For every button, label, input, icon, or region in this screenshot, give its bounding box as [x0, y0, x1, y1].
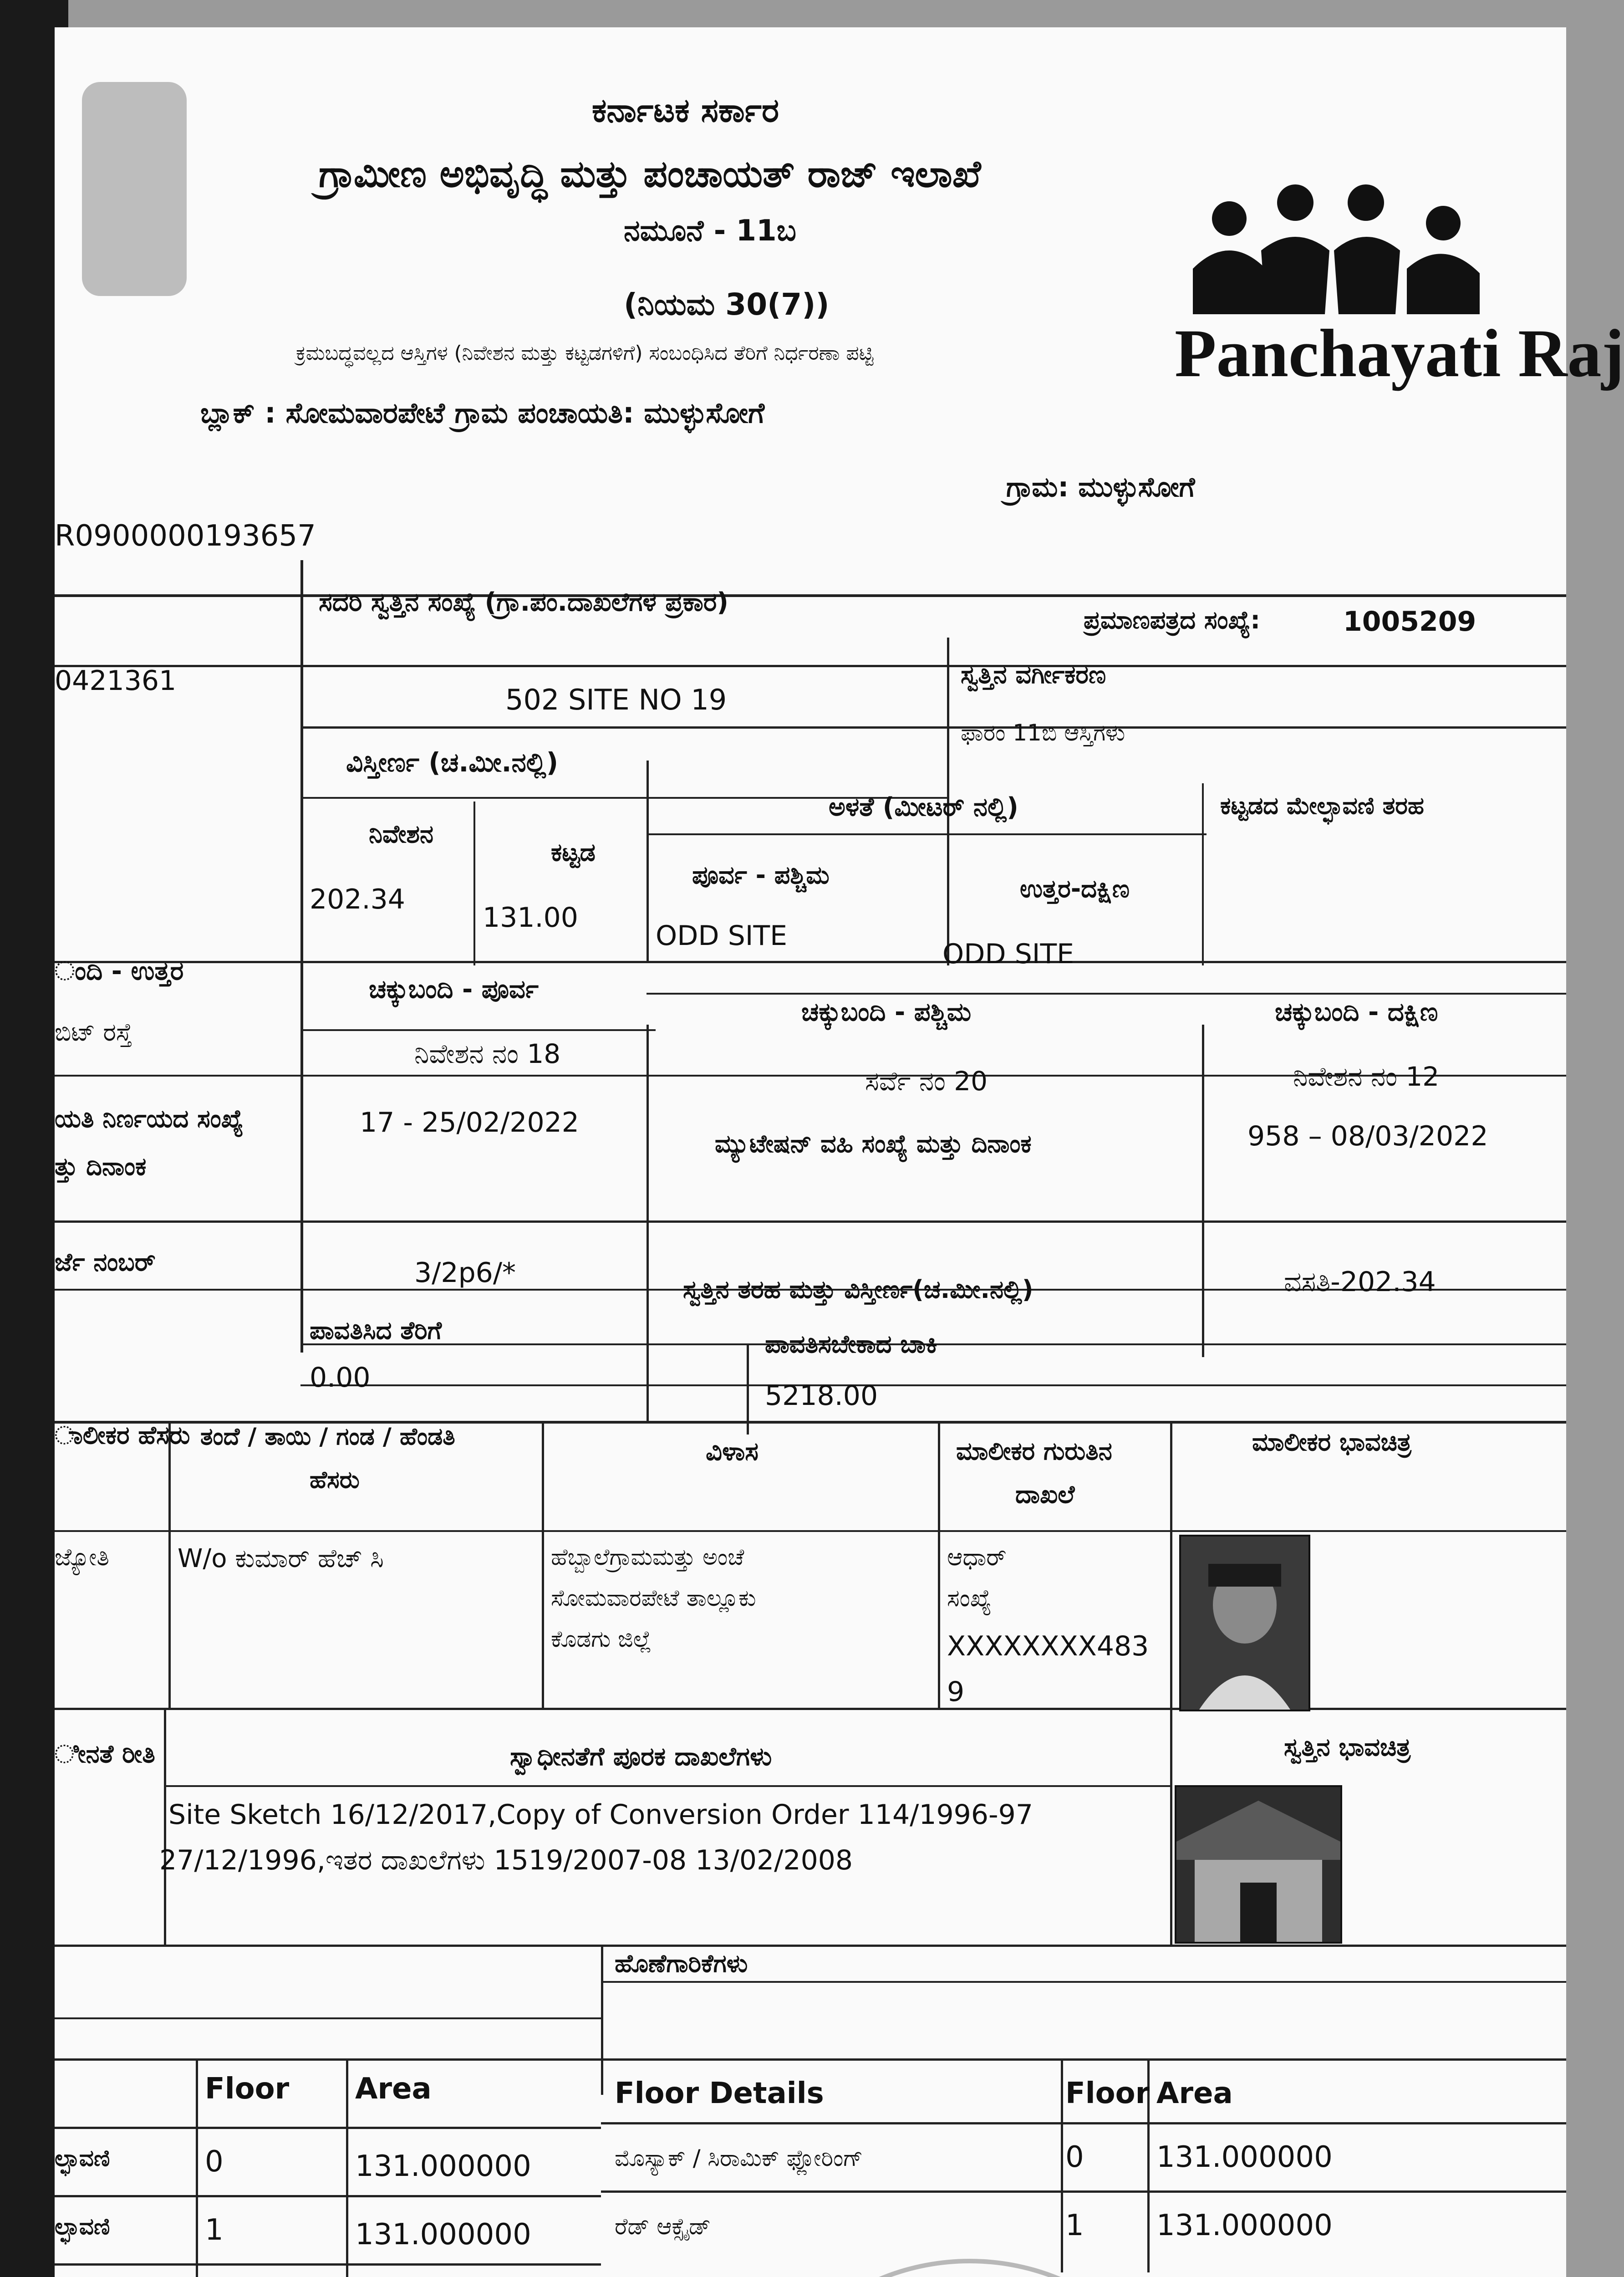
village-line: ಗ್ರಾಮ: ಮುಳ್ಳುಸೋಗೆ	[1006, 471, 1195, 503]
state-emblem-icon	[82, 82, 187, 296]
rule	[601, 1981, 1566, 1983]
rule	[55, 2263, 601, 2266]
logo-text: Panchayati Raj	[1175, 316, 1624, 391]
floor-detail: ರೆಡ್ ಆಕ್ಸೈಡ್	[615, 2213, 711, 2240]
rule	[346, 2058, 348, 2277]
east-west-label: ಪೂರ್ವ - ಪಶ್ಚಿಮ	[692, 861, 830, 889]
property-photo	[1175, 1785, 1342, 1944]
address-label: ವಿಳಾಸ	[706, 1437, 759, 1466]
rule	[300, 1029, 656, 1031]
owner-id-label-line2: ದಾಖಲೆ	[1015, 1480, 1075, 1509]
owner-relation: W/o ಕುಮಾರ್ ಹೆಚ್ ಸಿ	[178, 1544, 384, 1573]
owner-photo	[1179, 1535, 1310, 1711]
classification-value: ಫಾರಂ 11ಬಿ ಆಸ್ತಿಗಳು	[961, 720, 1125, 746]
rule	[55, 2195, 601, 2197]
survey-label: ರ್ಜೆ ನಂಬರ್	[55, 1248, 156, 1276]
mutation-label: ಮ್ಯುಟೇಷನ್ ವಹಿ ಸಂಖ್ಯೆ ಮತ್ತು ದಿನಾಂಕ	[715, 1129, 1032, 1158]
owner-id-label-line1: ಮಾಲೀಕರ ಗುರುತಿನ	[956, 1437, 1112, 1465]
certificate-label: ಪ್ರಮಾಣಪತ್ರದ ಸಂಖ್ಯೆ:	[1084, 606, 1260, 634]
boundary-north-value: ಬಿಟ್ ರಸ್ತೆ	[55, 1018, 132, 1047]
floor-header-left: Floor	[205, 2072, 290, 2106]
rule	[601, 2190, 1566, 2193]
resolution-label-line2: ತ್ತು ದಿನಾಂಕ	[55, 1152, 147, 1181]
rule	[647, 833, 1207, 835]
owner-address-line3: ಕೊಡಗು ಜಿಲ್ಲೆ	[551, 1626, 652, 1652]
boundary-east-value: ನಿವೇಶನ ನಂ 18	[414, 1038, 561, 1069]
rule	[1061, 2058, 1063, 2272]
record-id: R0900000193657	[55, 519, 316, 553]
boundary-south-label: ಚಕ್ಕುಬಂದಿ - ದಕ್ಷಿಣ	[1275, 997, 1438, 1027]
measurement-label: ಅಳತೆ (ಮೀಟರ್ ನಲ್ಲಿ)	[829, 792, 1018, 822]
rule	[300, 726, 1566, 729]
rule	[542, 1421, 544, 1708]
building-label: ಕಟ್ಟಡ	[551, 838, 596, 867]
floor-number: 1	[1065, 2209, 1084, 2242]
rule	[601, 1945, 603, 2095]
rule	[55, 594, 1566, 597]
rule	[601, 2122, 1566, 2124]
rule	[300, 560, 303, 1353]
owner-photo-label: ಮಾಲೀಕರ ಭಾವಚಿತ್ರ	[1252, 1428, 1411, 1456]
owner-name-label: ಾಲೀಕರ ಹೆಸರು	[55, 1421, 190, 1450]
rule	[164, 1708, 166, 1945]
rule	[168, 1421, 171, 1708]
boundary-south-value: ನಿವೇಶನ ನಂ 12	[1293, 1061, 1440, 1092]
government-title: ಕರ್ನಾಟಕ ಸರ್ಕಾರ	[592, 91, 779, 129]
site-number-value: 502 SITE NO 19	[505, 683, 727, 716]
floor-number: 1	[205, 2213, 224, 2247]
tax-paid-value: 0.00	[310, 1362, 371, 1394]
tax-due-label: ಪಾವತಿಸಬೇಕಾದ ಬಾಕಿ	[765, 1330, 937, 1358]
rule	[55, 1220, 1566, 1223]
owner-address-line2: ಸೋಮವಾರಪೇಟೆ ತಾಲ್ಲೂಕು	[551, 1585, 756, 1611]
roof-type-label: ಕಟ್ಟಡದ ಮೇಲ್ಛಾವಣಿ ತರಹ	[1220, 792, 1424, 820]
boundary-west-label: ಚಕ್ಕುಬಂದಿ - ಪಶ್ಚಿಮ	[801, 997, 972, 1027]
rule	[55, 1708, 1566, 1710]
floor-header-right: Floor	[1065, 2077, 1150, 2110]
left-property-id: 0421361	[55, 665, 177, 697]
rule	[55, 665, 1566, 667]
documents-line1: Site Sketch 16/12/2017,Copy of Conversion Order 114/1996-97	[168, 1799, 1033, 1831]
supporting-docs-label: ಸ್ವಾಧೀನತೆಗೆ ಪೂರಕ ದಾಖಲೆಗಳು	[510, 1742, 772, 1772]
rule-number: (ನಿಯಮ 30(7))	[624, 287, 830, 322]
property-type-value: ವಸತಿ-202.34	[1284, 1266, 1436, 1298]
property-photo-label: ಸ್ವತ್ತಿನ ಭಾವಚಿತ್ರ	[1284, 1733, 1411, 1761]
floor-number: 0	[1065, 2140, 1084, 2174]
classification-label: ಸ್ವತ್ತಿನ ವರ್ಗೀಕರಣ	[961, 660, 1106, 689]
rule	[647, 993, 1566, 995]
block-panchayat-line: ಬ್ಲಾಕ್ : ಸೋಮವಾರಪೇಟೆ ಗ್ರಾಮ ಪಂಚಾಯತಿ: ಮುಳ್ಳುಸೋಗೆ	[200, 396, 765, 429]
floor-detail: ಮೊಸ್ಯಾಕ್ / ಸಿರಾಮಿಕ್ ಫ್ಲೋರಿಂಗ್	[615, 2145, 863, 2171]
rule	[1170, 1421, 1172, 1945]
site-label: ನಿವೇಶನ	[369, 820, 434, 848]
relation-label-line2: ಹೆಸರು	[310, 1466, 360, 1494]
rule	[938, 1421, 940, 1708]
rule	[196, 2058, 198, 2277]
north-south-value: ODD SITE	[942, 938, 1074, 970]
owner-name: ಜ್ಯೋತಿ	[55, 1544, 109, 1571]
area-label: ವಿಸ್ತೀರ್ಣ (ಚ.ಮೀ.ನಲ್ಲಿ)	[346, 747, 559, 778]
floor-details-header: Floor Details	[615, 2077, 824, 2110]
boundary-west-value: ಸರ್ವೆ ನಂ 20	[865, 1066, 988, 1097]
resolution-label-line1: ಯತಿ ನಿರ್ಣಯದ ಸಂಖ್ಯೆ	[55, 1104, 244, 1133]
mutation-value: 958 – 08/03/2022	[1247, 1120, 1488, 1152]
floor-area: 131.000000	[1156, 2140, 1333, 2174]
liabilities-label: ಹೊಣೆಗಾರಿಕೆಗಳು	[615, 1949, 748, 1978]
site-area-value: 202.34	[310, 883, 405, 915]
document-page	[55, 27, 1624, 2277]
floor-area: 131.000000	[355, 2218, 531, 2251]
property-type-label: ಸ್ವತ್ತಿನ ತರಹ ಮತ್ತು ವಿಸ್ತೀರ್ಣ(ಚ.ಮೀ.ನಲ್ಲಿ)	[683, 1275, 1033, 1304]
rule	[647, 761, 649, 961]
tax-paid-label: ಪಾವತಿಸಿದ ತೆರಿಗೆ	[310, 1316, 442, 1345]
floor-number: 0	[205, 2145, 224, 2179]
rule	[473, 802, 475, 965]
north-south-label: ಉತ್ತರ-ದಕ್ಷಿಣ	[1020, 874, 1130, 903]
owner-id-line4: 9	[947, 1676, 965, 1708]
survey-value: 3/2p6/*	[414, 1257, 516, 1289]
rule	[55, 1945, 1566, 1947]
rule	[1202, 783, 1204, 965]
certificate-number: 1005209	[1343, 606, 1476, 638]
owner-id-line3: XXXXXXXX483	[947, 1630, 1149, 1662]
area-header-right: Area	[1156, 2077, 1233, 2110]
form-subtitle: ಕ್ರಮಬದ್ಧವಲ್ಲದ ಆಸ್ತಿಗಳ (ನಿವೇಶನ ಮತ್ತು ಕಟ್ಟಡಗಳಿಗೆ) ಸಂಬಂಧಿಸಿದ ತೆರಿಗೆ ನಿರ್ಧರಣಾ ಪಟ್ಟಿ	[296, 342, 874, 365]
building-area-value: 131.00	[483, 902, 578, 934]
notary-stamp	[747, 2259, 1193, 2277]
boundary-east-label: ಚಕ್ಕುಬಂದಿ - ಪೂರ್ವ	[369, 975, 539, 1004]
rule	[55, 2127, 601, 2129]
floor-type: ಲ್ಛಾವಣಿ	[55, 2213, 110, 2240]
possession-method-label: ೀನತೆ ರೀತಿ	[55, 1740, 155, 1768]
owner-id-line1: ಆಧಾರ್	[947, 1544, 1007, 1571]
documents-line2: 27/12/1996,ಇತರ ದಾಖಲೆಗಳು 1519/2007-08 13/02/2008	[159, 1844, 853, 1876]
department-title: ಗ್ರಾಮೀಣ ಅಭಿವೃದ್ಧಿ ಮತ್ತು ಪಂಚಾಯತ್ ರಾಜ್ ಇಲಾಖೆ	[319, 153, 981, 196]
relation-label-line1: ತಂದೆ / ತಾಯಿ / ಗಂಡ / ಹೆಂಡತಿ	[200, 1423, 455, 1450]
floor-area: 131.000000	[1156, 2209, 1333, 2242]
tax-due-value: 5218.00	[765, 1380, 878, 1412]
floor-area: 131.000000	[355, 2149, 531, 2183]
resolution-value: 17 - 25/02/2022	[360, 1107, 579, 1138]
floor-type: ಲ್ಛಾವಣಿ	[55, 2145, 110, 2171]
rule	[55, 1530, 1566, 1532]
rule	[55, 961, 1566, 963]
area-header-left: Area	[355, 2072, 432, 2106]
rule	[55, 2058, 1566, 2061]
rule	[647, 1312, 649, 1421]
rule	[164, 1785, 1170, 1787]
property-number-label: ಸದರಿ ಸ್ವತ್ತಿನ ಸಂಖ್ಯೆ (ಗ್ರಾ.ಪಂ.ದಾಖಲೆಗಳ ಪ್ರಕಾರ)	[319, 587, 728, 617]
boundary-north-label: ಂದಿ - ಉತ್ತರ	[55, 956, 184, 986]
owner-address-line1: ಹೆಬ್ಬಾಲೆಗ್ರಾಮಮತ್ತು ಅಂಚೆ	[551, 1544, 744, 1570]
form-number: ನಮೂನೆ - 11ಬ	[624, 214, 796, 248]
owner-id-line2: ಸಂಖ್ಯೆ	[947, 1585, 992, 1612]
rule	[300, 1384, 1566, 1386]
east-west-value: ODD SITE	[656, 920, 788, 952]
rule	[55, 2017, 601, 2019]
